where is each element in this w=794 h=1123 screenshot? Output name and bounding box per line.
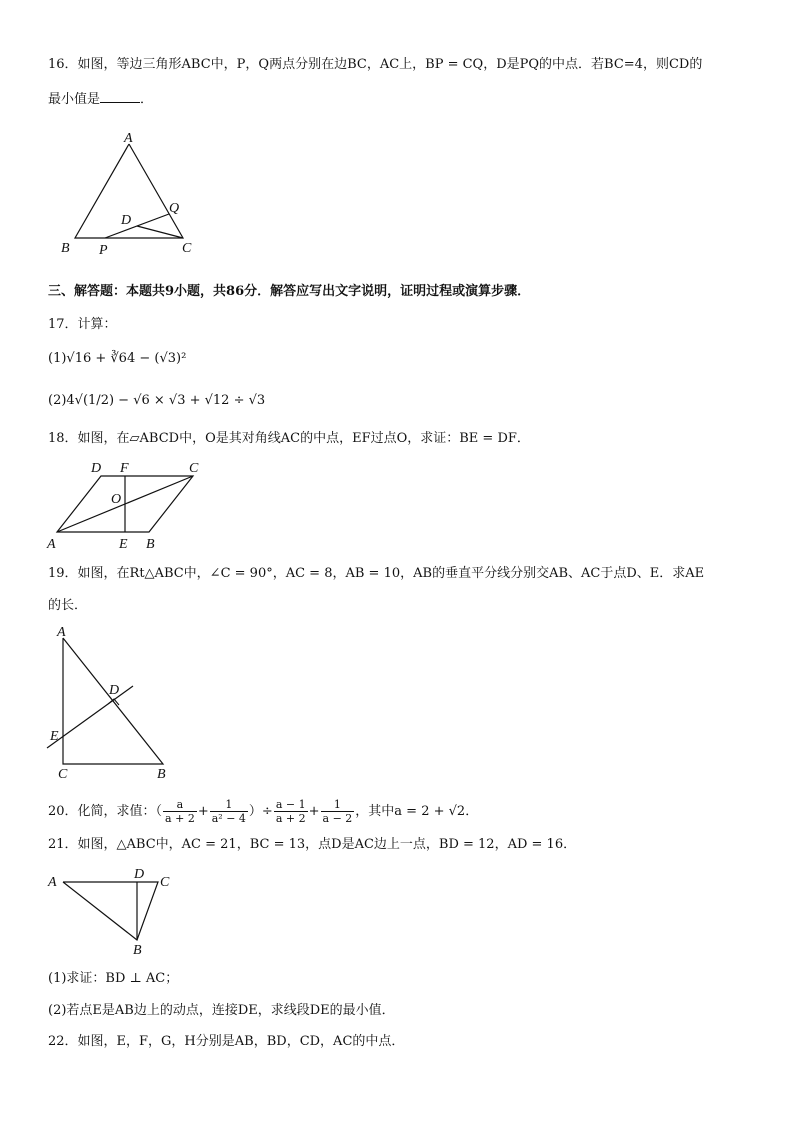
- label-c: C: [160, 875, 170, 890]
- label-d: D: [91, 461, 102, 476]
- q17-title: 17．计算：: [48, 317, 117, 332]
- label-d: D: [121, 213, 132, 228]
- label-d: D: [134, 867, 145, 882]
- label-e: E: [50, 729, 59, 744]
- q16-line2-pre: 最小值是: [48, 92, 101, 107]
- q21-triangle-figure: [45, 864, 185, 959]
- label-b: B: [146, 537, 155, 552]
- triangle-abc: [63, 882, 158, 940]
- q16-triangle-figure: [55, 128, 215, 258]
- label-b: B: [157, 767, 166, 782]
- q20-mid: ）÷: [248, 804, 273, 819]
- fraction-1: $\frac{a}{a + 2}$: [165, 798, 195, 825]
- q20-line: 20．化简，求值：（ $\frac{a}{a + 2}$ + $\frac{1}{\text{a² − 4}}$ ）÷ $\frac{a - 1}{a + 2}$ + $\frac{1}{a - 2}$ ，其中a = 2 + √2．: [48, 798, 479, 825]
- q16-line2-post: ．: [140, 92, 154, 107]
- fraction-3: $\frac{a - 1}{a + 2}$: [275, 798, 306, 825]
- answer-blank: [100, 90, 140, 103]
- q17-part1: (1)√16 + ∛64 − (√3)²: [48, 351, 187, 366]
- label-o: O: [111, 492, 122, 507]
- q20-pre: 20．化简，求值：（: [48, 804, 163, 819]
- q19-right-triangle-figure: [45, 622, 185, 782]
- label-a: A: [124, 131, 133, 146]
- q21-text: 21．如图，△ABC中，AC = 21，BC = 13，点D是AC边上一点，BD = 12，AD = 16．: [48, 837, 577, 852]
- segment-cd: [137, 226, 183, 238]
- fraction-4: $\frac{1}{a - 2}$: [322, 798, 353, 825]
- label-c: C: [58, 767, 68, 782]
- label-b: B: [133, 943, 142, 958]
- q19-line2: 的长．: [48, 598, 88, 613]
- section-3-heading: 三、解答题：本题共9小题，共86分．解答应写出文字说明，证明过程或演算步骤．: [48, 284, 531, 299]
- fraction-2: $\frac{1}{\text{a² − 4}}$: [211, 798, 246, 825]
- q20-post: ，其中a = 2 + √2．: [355, 804, 479, 819]
- perpendicular-bisector: [47, 686, 133, 748]
- label-a: A: [47, 537, 56, 552]
- q18-text: 18．如图，在▱ABCD中，O是其对角线AC的中点，EF过点O，求证：BE = DF．: [48, 431, 530, 446]
- q19-line1: 19．如图，在Rt△ABC中，∠C = 90°，AC = 8，AB = 10，AB的垂直平分线分别交AB、AC于点D、E．求AE: [48, 566, 705, 581]
- label-a: A: [57, 625, 66, 640]
- q17-part2: (2)4√(1/2) − √6 × √3 + √12 ÷ √3: [48, 393, 266, 408]
- label-b: B: [61, 241, 70, 256]
- q16-line2: [48, 90, 153, 109]
- q22-text: 22．如图，E，F，G，H分别是AB，BD，CD，AC的中点．: [48, 1034, 405, 1049]
- label-c: C: [182, 241, 192, 256]
- label-c: C: [189, 461, 199, 476]
- q21-part2: (2)若点E是AB边上的动点，连接DE，求线段DE的最小值．: [48, 1003, 395, 1018]
- label-a: A: [48, 875, 57, 890]
- q21-part1: (1)求证：BD ⊥ AC；: [48, 971, 179, 986]
- label-e: E: [119, 537, 128, 552]
- label-q: Q: [169, 201, 180, 216]
- label-f: F: [120, 461, 129, 476]
- label-d: D: [109, 683, 120, 698]
- q16-line1: 16．如图，等边三角形ABC中，P，Q两点分别在边BC，AC上，BP = CQ，D是PQ的中点．若BC=4，则CD的: [48, 57, 703, 72]
- q18-parallelogram-figure: [45, 458, 215, 553]
- label-p: P: [99, 243, 108, 258]
